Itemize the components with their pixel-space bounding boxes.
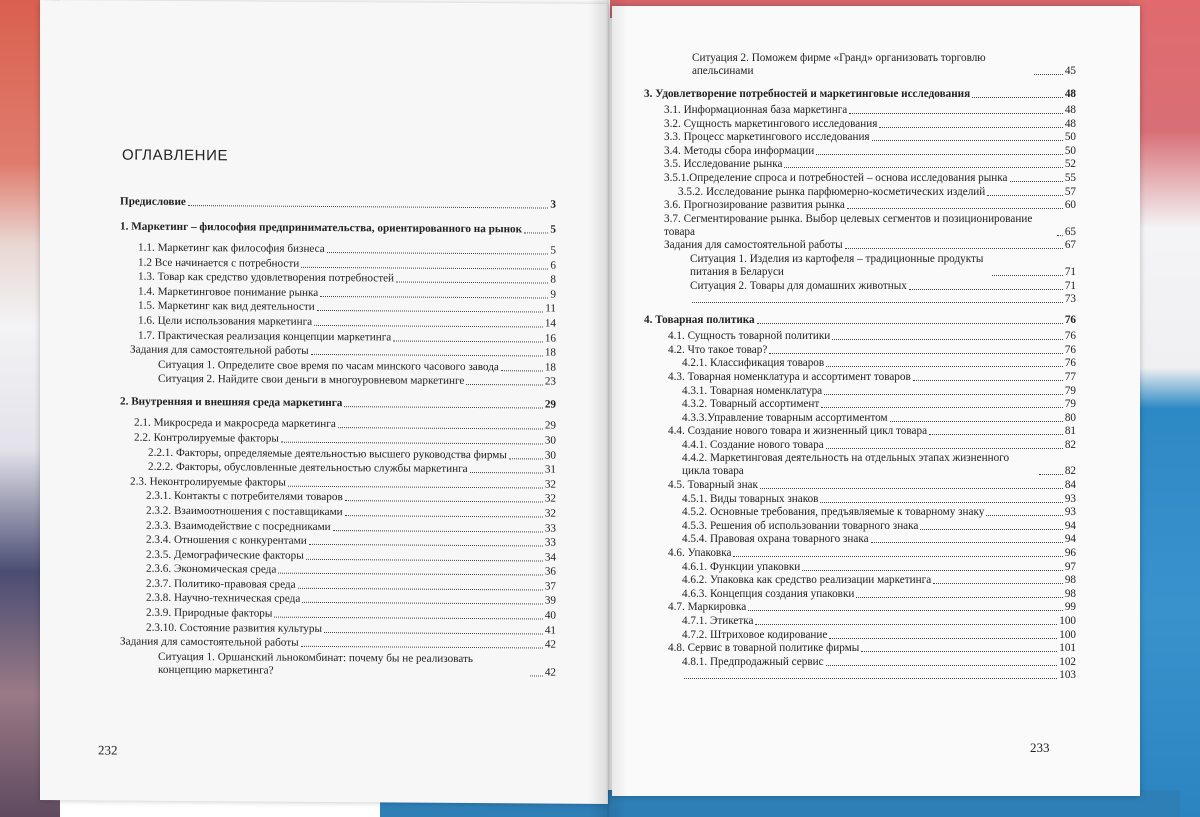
toc-entry: 4.3.2. Товарный ассортимент 79 [682,398,1076,411]
toc-entry: 4.3.1. Товарная номенклатура 79 [682,384,1076,397]
toc-entry: 2.2.2. Факторы, обусловленные деятельностью службы маркетинга 31 [148,460,556,476]
toc-entry: 4.8.1. Предпродажный сервис 102 [682,655,1076,668]
toc-entry: Ситуация 1. Оршанский льнокомбинат: почему бы не реализовать концепцию маркетинга? 42 [158,650,556,679]
toc-entry: 2.3. Неконтролируемые факторы 32 [130,475,556,491]
toc-entry: 4. Товарная политика 76 [644,314,1076,327]
toc-entry: 4.4.1. Создание нового товара 82 [682,438,1076,451]
toc-entry: 2.2.1. Факторы, определяемые деятельностью высшего руководства фирмы 30 [148,446,556,462]
toc-entry: 4.5.1. Виды товарных знаков 93 [682,492,1076,505]
toc-entry: 4.5. Товарный знак 84 [668,479,1076,492]
toc-entry: 4.5.2. Основные требования, предъявляемые к товарному знаку 93 [682,506,1076,519]
toc-entry: 4.6. Упаковка 96 [668,547,1076,560]
book-gutter [588,0,628,817]
toc-entry: 3.5.1.Определение спроса и потребностей – основа исследования рынка 55 [664,171,1076,184]
toc-entry: Ситуация 1. Определите свое время по часам минского часового завода 18 [158,358,556,374]
toc-entry: 1.1. Маркетинг как философия бизнеса 5 [138,241,556,257]
toc-entry: 2.3.1. Контакты с потребителями товаров 32 [146,490,556,505]
toc-entry: 3.5.2. Исследование рынка парфюмерно-косметических изделий 57 [678,185,1076,198]
toc-entry: 3.6. Прогнозирование развития рынка 60 [664,199,1076,212]
toc-entry: 3.4. Методы сбора информации 50 [664,144,1076,157]
toc-title: ОГЛАВЛЕНИЕ [122,146,229,165]
right-page [612,6,1140,796]
toc-entry: 4.2. Что такое товар? 76 [668,343,1076,356]
toc-entry: 3.5. Исследование рынка 52 [664,158,1076,171]
toc-entry: 4.6.1. Функции упаковки 97 [682,560,1076,573]
toc-entry: 2. Внутренняя и внешняя среда маркетинга 29 [120,395,556,411]
toc-entry: 1.7. Практическая реализация концепции маркетинга 16 [138,329,556,345]
toc-entry: 4.7. Маркировка 99 [668,601,1076,614]
toc-entry: Ситуация 1. Изделия из картофеля – традиционные продукты питания в Беларуси 71 [690,252,1076,278]
toc-entry: 3.3. Процесс маркетингового исследования 50 [664,131,1076,144]
toc-entry: 1.6. Цели использования маркетинга 14 [138,314,556,330]
toc-entry: 1.2 Все начинается с потребности 6 [138,256,556,272]
page-number-left: 232 [98,742,118,758]
toc-entry: 1.3. Товар как средство удовлетворения потребностей 8 [138,270,556,286]
toc-entry: 4.5.4. Правовая охрана товарного знака 94 [682,533,1076,546]
toc-entry: 2.2. Контролируемые факторы 30 [134,431,556,447]
toc-entry: 4.2.1. Классификация товаров 76 [682,357,1076,370]
toc-entry: 4.8. Сервис в товарной политике фирмы 101 [668,642,1076,655]
book-cover-right [1130,0,1200,817]
toc-entry: Ситуация 2. Товары для домашних животных 71 [690,279,1076,292]
toc-entry: Ситуация 2. Поможем фирме «Гранд» организовать торговлю апельсинами 45 [692,52,1076,77]
toc-entry: 2.3.6. Экономическая среда 36 [146,563,556,578]
toc-entry: 3.7. Сегментирование рынка. Выбор целевых сегментов и позиционирование товара 65 [664,212,1076,238]
toc-list-right [644,52,1076,683]
toc-entry: 1. Маркетинг – философия предпринимательства, ориентированного на рынок 5 [120,220,556,236]
toc-entry: Задания для самостоятельной работы 18 [130,343,556,359]
toc-entry: 2.1. Микросреда и макросреда маркетинга 29 [134,417,556,432]
toc-entry: Задания для самостоятельной работы 67 [664,239,1076,252]
toc-entry: 2.3.7. Политико-правовая среда 37 [146,577,556,593]
toc-entry: 3.2. Сущность маркетингового исследования 48 [664,117,1076,130]
toc-entry: 2.3.4. Отношения с конкурентами 33 [146,533,556,549]
toc-entry: Задания для самостоятельной работы 42 [120,635,556,651]
toc-entry: 4.7.1. Этикетка 100 [682,615,1076,627]
toc-entry: Ситуация 2. Найдите свои деньги в многоуровневом маркетинге 23 [158,373,556,388]
toc-entry: 4.5.3. Решения об использовании товарного знака 94 [682,519,1076,532]
page-number-right: 233 [1030,740,1050,755]
toc-entry: 73 [644,293,1076,306]
toc-list-left [120,196,556,681]
toc-entry: 1.4. Маркетинговое понимание рынка 9 [138,285,556,301]
left-page [40,0,608,804]
toc-entry: 2.3.8. Научно-техническая среда 39 [146,592,556,608]
toc-entry: 4.4.2. Маркетинговая деятельность на отдельных этапах жизненного цикла товара 82 [682,452,1076,478]
toc-entry: 4.7.2. Штриховое кодирование 100 [682,628,1076,641]
toc-entry: 3.1. Информационная база маркетинга 48 [664,104,1076,116]
toc-entry: 2.3.3. Взаимодействие с посредниками 33 [146,519,556,535]
toc-entry: 2.3.10. Состояние развития культуры 41 [146,621,556,637]
toc-entry: 4.1. Сущность товарной политики 76 [668,330,1076,343]
toc-entry: 103 [644,669,1076,682]
toc-entry: 4.4. Создание нового товара и жизненный цикл товара 81 [668,425,1076,438]
toc-entry: 4.6.3. Концепция создания упаковки 98 [682,587,1076,600]
toc-entry: 1.5. Маркетинг как вид деятельности 11 [138,300,556,315]
toc-entry: 2.3.5. Демографические факторы 34 [146,548,556,564]
toc-entry: 2.3.2. Взаимоотношения с поставщиками 32 [146,504,556,520]
toc-entry: 2.3.9. Природные факторы 40 [146,606,556,622]
toc-entry: Предисловие 3 [120,195,556,211]
toc-entry: 3. Удовлетворение потребностей и маркетинговые исследования 48 [644,88,1076,100]
toc-entry: 4.6.2. Упаковка как средство реализации маркетинга 98 [682,574,1076,587]
toc-entry: 4.3.3.Управление товарным ассортиментом 80 [682,411,1076,424]
toc-entry: 4.3. Товарная номенклатура и ассортимент товаров 77 [668,370,1076,383]
